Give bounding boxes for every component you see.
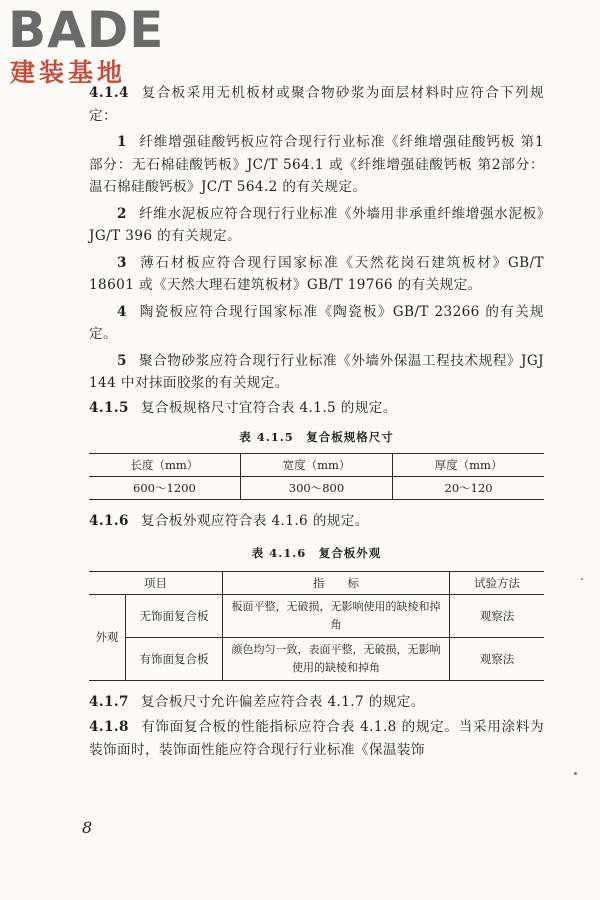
clause-text: 复合板采用无机板材或聚合物砂浆为面层材料时应符合下列规定： <box>89 85 544 124</box>
clause-4-1-7 <box>89 691 544 714</box>
header-length: 长度（mm） <box>89 454 240 477</box>
row-method: 观察法 <box>450 594 545 637</box>
header-method: 试验方法 <box>450 571 545 594</box>
table-row <box>89 477 544 500</box>
value-width: 300～800 <box>240 477 392 500</box>
group-label: 外观 <box>89 594 126 680</box>
value-thickness: 20～120 <box>393 477 544 500</box>
item-number: 1 <box>117 134 127 150</box>
logo-subtitle: 建装基地 <box>10 58 127 87</box>
header-item: 项目 <box>89 571 223 594</box>
page-number: 8 <box>82 818 93 837</box>
clause-4-1-4 <box>89 82 544 127</box>
clause-number: 4.1.5 <box>89 399 129 416</box>
clause-4-1-6 <box>89 510 544 533</box>
item-text: 纤维水泥板应符合现行行业标准《外墙用非承重纤维增强水泥板》JG/T 396 的有关规定。 <box>89 205 544 244</box>
table-4-1-5-title: 表 4.1.5 复合板规格尺寸 <box>239 430 394 444</box>
list-item <box>89 350 544 395</box>
page-content <box>89 0 544 761</box>
item-text: 纤维增强硅酸钙板应符合现行行业标准《纤维增强硅酸钙板 第1部分：无石棉硅酸钙板》JC/T 564.1 或《纤维增强硅酸钙板 第2部分：温石棉硅酸钙板》JC/T 564.2 的有关规定。 <box>89 134 544 195</box>
row-requirement: 板面平整，无破损，无影响使用的缺棱和掉角 <box>223 594 450 637</box>
table-row <box>89 637 544 680</box>
item-text: 陶瓷板应符合现行国家标准《陶瓷板》GB/T 23266 的有关规定。 <box>89 303 544 342</box>
clause-text: 复合板规格尺寸宜符合表 4.1.5 的规定。 <box>140 399 397 416</box>
list-item <box>89 252 544 297</box>
clause-text: 复合板尺寸允许偏差应符合表 4.1.7 的规定。 <box>140 693 425 710</box>
header-width: 宽度（mm） <box>240 454 392 477</box>
clause-number: 4.1.7 <box>89 693 129 710</box>
item-number: 2 <box>117 205 127 222</box>
header-thickness: 厚度（mm） <box>393 454 544 477</box>
row-method: 观察法 <box>450 637 545 680</box>
clause-4-1-8 <box>89 716 544 761</box>
table-4-1-5 <box>89 453 544 500</box>
item-number: 4 <box>117 303 127 320</box>
clause-number: 4.1.6 <box>89 513 129 529</box>
clause-4-1-5 <box>89 397 544 420</box>
scan-speck <box>574 772 577 775</box>
scan-speck <box>581 578 583 580</box>
table-4-1-6-title: 表 4.1.6 复合板外观 <box>251 545 382 560</box>
row-requirement: 颜色均匀一致，表面平整，无破损，无影响使用的缺棱和掉角 <box>223 637 450 680</box>
clause-text: 复合板外观应符合表 4.1.6 的规定。 <box>140 513 369 529</box>
clause-text: 有饰面复合板的性能指标应符合表 4.1.8 的规定。当采用涂料为装饰面时，装饰面性能应符合现行行业标准《保温装饰 <box>89 719 544 758</box>
list-item <box>89 203 544 248</box>
row-name: 有饰面复合板 <box>126 637 223 680</box>
item-text: 薄石材板应符合现行国家标准《天然花岗石建筑板材》GB/T 18601 或《天然大理石建筑板材》GB/T 19766 的有关规定。 <box>89 254 544 293</box>
item-text: 聚合物砂浆应符合现行行业标准《外墙外保温工程技术规程》JGJ 144 中对抹面胶浆的有关规定。 <box>89 352 544 391</box>
list-item <box>89 301 544 346</box>
row-name: 无饰面复合板 <box>126 594 223 637</box>
clause-number: 4.1.8 <box>89 719 129 735</box>
list-item <box>89 131 544 199</box>
table-header-row <box>89 571 544 594</box>
item-number: 5 <box>117 352 127 369</box>
clause-number: 4.1.4 <box>89 85 129 101</box>
logo-wordmark: BADE <box>8 1 165 59</box>
table-4-1-6 <box>89 571 544 681</box>
item-number: 3 <box>117 254 127 271</box>
value-length: 600～1200 <box>89 477 240 500</box>
table-header-row <box>89 454 544 477</box>
header-index: 指 标 <box>223 571 450 594</box>
table-row <box>89 594 544 637</box>
